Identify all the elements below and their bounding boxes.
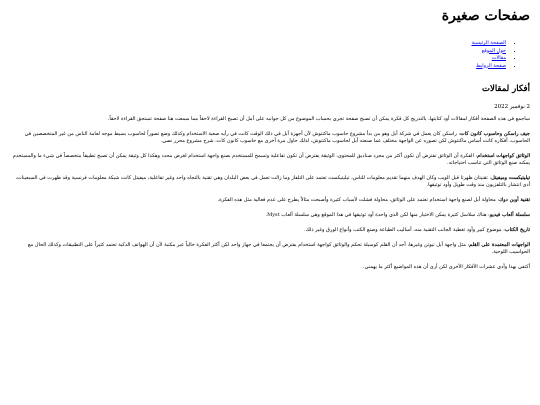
post-date: 2 نوفمبر 2022 (494, 104, 530, 110)
nav-item-about (10, 48, 506, 56)
paragraph-lead: تيليتيكست وميفيتل (491, 175, 530, 181)
site-title: صفحات صغيرة (441, 8, 530, 24)
nav-item-articles (10, 55, 506, 63)
paragraph-text: موضوع كبير وأود تغطية الجانب التقنية منه، أساليب الطباعة وصنع الكتب وأنواع الورق وغير ذلك. (304, 227, 502, 233)
paragraph-text: الفكرة أن الوثائق تفترض أن تكون أكثر من مجرد صناديق للمحتوى، الوثيقة يفترض أن تكون تفاعلية وتسمح للمستخدم بصنع واجهة استخدام لغرض محدد وهكذا كل وثيقة يمكن أن تصبح تطبيقاً متخصصاً في شيء ما والمستخدم يمكنه صنع الوثائق التي تناسب احتياجاته. (12, 153, 530, 166)
nav-link-home[interactable]: الصفحة الرئيسية (471, 40, 506, 46)
post-title: أفكار لمقالات (481, 84, 530, 94)
paragraph-lead: الواجهات المعتمدة على القلم (469, 242, 530, 248)
paragraph-text: هناك سلاسل كثيرة يمكن الاختيار منها لكن الذي واحدة أود توثيقها في هذا الموقع وهي سلسلة ألعاب Myst. (265, 212, 487, 218)
paragraph-lead: سلسلة ألعاب فيديو (489, 212, 530, 218)
idea-paragraph-teletext: تيليتيكست وميفيتل: تقنيتان ظهرتا قبل الويب وكان الهدف منهما تقديم معلومات للناس، تيليتيكست تعتمد على التلفاز وما زالت تعمل في بعض البلدان وهي تقنية بالتجاه واحد وغير تفاعلية، ميفيتل كانت شبكة معلومات فرنسية وقد ظهرت في السبعينات، أدى انتشار بالتلفزيون منذ وقت طويل وأود توثيقها. (15, 175, 530, 188)
site-navigation (10, 40, 530, 70)
paragraph-lead: تاريخ الكتاب (504, 227, 530, 233)
paragraph-text: ساجمع في هذه الصفحة أفكار لمقالات أود كتابتها، بالتدريج كل فكرة يمكن أن تصبح صفحة تجري بحساب الموضوع من كل جوانبه على أمل أن تصبح القراءة لاحقاً مما سمعت هنا صفحة تستحق القراءة لاحقاً. (107, 116, 530, 122)
idea-paragraph-opendoc: تقنية أوبن دوك: محاولة أبل لصنع واجهة استخدام تعتمد على الوثائق، محاولة فشلت لأسباب كثيرة وأصبحت مثالاً يطرح على عدم فعالية مثل هذه الفكرة. (217, 197, 530, 203)
paragraph-text: أكتفي بهذا وأدي عشرات الأفكار الأخرى لكن أرى أن هذه المواضيع أكثر ما يهمني. (363, 264, 530, 270)
nav-link-links[interactable]: صفحة الروابط (476, 62, 506, 69)
nav-item-home (10, 40, 506, 48)
paragraph-lead: الوثائق كواجهات استخدام (477, 153, 530, 159)
idea-paragraph-pen-ui: الواجهات المعتمدة على القلم: مثل واجهة أبل نيوتن وغيرها، أجد أن القلم كوسيلة تحكم والوثائق كواجهة استخدام يفترض أن يجتمعا في جهاز واحد لكن أكثر الفكرة حالياً عبر مكتبة لأن أن الهواتف الذكية تعتمد كثيراً على التطبيقات وكذلك الحال مع الحواسيب اللوحية. (27, 242, 530, 255)
paragraph-text: تقنيتان ظهرتا قبل الويب وكان الهدف منهما تقديم معلومات للناس، تيليتيكست تعتمد على التلفاز وما زالت تعمل في بعض البلدان وهي تقنية بالتجاه واحد وغير تفاعلية، ميفيتل كانت شبكة معلومات فرنسية وقد ظهرت في السبعينات، أدى انتشار بالتلفزيون منذ وقت طويل وأود توثيقها. (15, 175, 530, 188)
idea-paragraph-games: سلسلة ألعاب فيديو: هناك سلاسل كثيرة يمكن الاختيار منها لكن الذي واحدة أود توثيقها في هذا الموقع وهي سلسلة ألعاب Myst. (265, 212, 530, 218)
idea-paragraph-book-history: تاريخ الكتاب: موضوع كبير وأود تغطية الجانب التقنية منه، أساليب الطباعة وصنع الكتب وأنواع الورق وغير ذلك. (304, 227, 530, 233)
nav-link-articles[interactable]: مقالات (491, 55, 506, 61)
paragraph-lead: جيف راسكن وحاسوب كانون كات (460, 131, 530, 137)
nav-link-about[interactable]: حول الموقع (481, 47, 506, 54)
idea-paragraph-raskin: جيف راسكن وحاسوب كانون كات: راسكن كان يعمل في شركة أبل وهو من بدأ مشروع حاسوب ماكنتوش لأن أجهزة أبل في ذلك الوقت كانت في رأيه صعبة الاستخدام وكذلك وضع تصوراً لحاسوب بسيط موجه لعامة الناس من غير المتخصصين في الحاسوب، أفكاره كانت أساس ماكنتوش لكن تصوره عن الواجهة مختلف عما صنعته أبل لحاسوب ماكنتوش، لذلك حاول مرة أخرى مع حاسوب كانون كات، شرح مشروع محرر نصي. (24, 131, 530, 144)
nav-item-links (10, 63, 506, 71)
closing-paragraph (10, 264, 530, 271)
paragraph-text: محاولة أبل لصنع واجهة استخدام تعتمد على الوثائق، محاولة فشلت لأسباب كثيرة وأصبحت مثالاً يطرح على عدم فعالية مثل هذه الفكرة. (217, 197, 496, 203)
paragraph-lead: تقنية أوبن دوك (499, 197, 530, 203)
idea-paragraph-documents-ui: الوثائق كواجهات استخدام: الفكرة أن الوثائق تفترض أن تكون أكثر من مجرد صناديق للمحتوى، الوثيقة يفترض أن تكون تفاعلية وتسمح للمستخدم بصنع واجهة استخدام لغرض محدد وهكذا كل وثيقة يمكن أن تصبح تطبيقاً متخصصاً في شيء ما والمستخدم يمكنه صنع الوثائق التي تناسب احتياجاته. (12, 153, 530, 166)
paragraph-text: راسكن كان يعمل في شركة أبل وهو من بدأ مشروع حاسوب ماكنتوش لأن أجهزة أبل في ذلك الوقت كانت في رأيه صعبة الاستخدام وكذلك وضع تصوراً لحاسوب بسيط موجه لعامة الناس من غير المتخصصين في الحاسوب، أفكاره كانت أساس ماكنتوش لكن تصوره عن الواجهة مختلف عما صنعته أبل لحاسوب ماكنتوش، لذلك حاول مرة أخرى مع حاسوب كانون كات، شرح مشروع محرر نصي. (24, 131, 530, 144)
intro-paragraph (10, 116, 530, 123)
paragraph-text: مثل واجهة أبل نيوتن وغيرها، أجد أن القلم كوسيلة تحكم والوثائق كواجهة استخدام يفترض أن يجتمعا في جهاز واحد لكن أكثر الفكرة حالياً عبر مكتبة لأن أن الهواتف الذكية تعتمد كثيراً على التطبيقات وكذلك الحال مع الحواسيب اللوحية. (27, 242, 530, 255)
